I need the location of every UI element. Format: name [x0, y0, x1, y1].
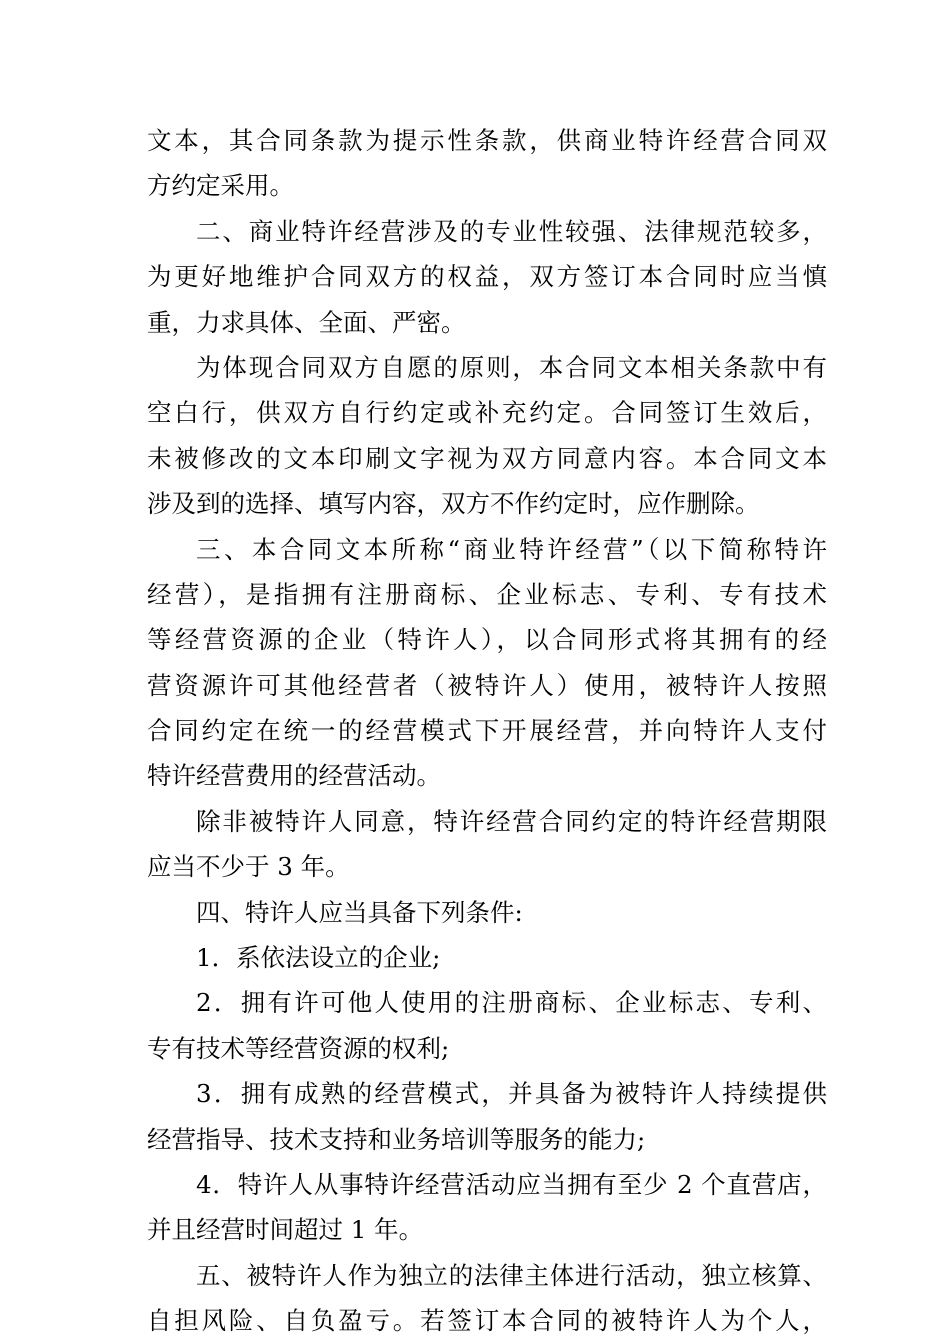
text-line: 4．特许人从事特许经营活动应当拥有至少 2 个直营店，: [196, 1169, 827, 1199]
text-line: 为体现合同双方自愿的原则，本合同文本相关条款中有: [196, 352, 827, 382]
text-line: 为更好地维护合同双方的权益，双方签订本合同时应当慎: [147, 262, 827, 292]
text-line: 除非被特许人同意，特许经营合同约定的特许经营期限: [196, 806, 827, 836]
text-line: 文本，其合同条款为提示性条款，供商业特许经营合同双: [147, 126, 827, 155]
text-line: 1．系依法设立的企业;: [196, 943, 441, 973]
text-line: 专有技术等经营资源的权利;: [147, 1033, 450, 1063]
text-line: 四、特许人应当具备下列条件:: [196, 897, 523, 927]
text-line: 方约定采用。: [147, 171, 294, 201]
text-line: 合同约定在统一的经营模式下开展经营，并向特许人支付: [147, 716, 827, 746]
text-line: 经营指导、技术支持和业务培训等服务的能力;: [147, 1124, 646, 1154]
text-line: 空白行，供双方自行约定或补充约定。合同签订生效后，: [147, 398, 827, 428]
text-line: 并且经营时间超过 1 年。: [147, 1215, 424, 1245]
text-line: 3．拥有成熟的经营模式，并具备为被特许人持续提供: [196, 1079, 827, 1109]
text-line: 二、商业特许经营涉及的专业性较强、法律规范较多，: [196, 216, 827, 246]
text-line: 自担风险、自负盈亏。若签订本合同的被特许人为个人，: [147, 1306, 827, 1336]
text-line: 经营），是指拥有注册商标、企业标志、专利、专有技术: [147, 579, 827, 609]
text-line: 等经营资源的企业（特许人），以合同形式将其拥有的经: [147, 625, 827, 655]
text-line: 涉及到的选择、填写内容，双方不作约定时，应作删除。: [147, 489, 760, 519]
text-line: 营资源许可其他经营者（被特许人）使用，被特许人按照: [147, 670, 827, 700]
text-line: 特许经营费用的经营活动。: [147, 761, 441, 791]
text-line: 重，力求具体、全面、严密。: [147, 307, 466, 337]
text-line: 2．拥有许可他人使用的注册商标、企业标志、专利、: [196, 988, 827, 1018]
document-body: [147, 118, 827, 1344]
text-line: 应当不少于 3 年。: [147, 852, 350, 882]
text-line: 三、本合同文本所称“商业特许经营”（以下简称特许: [196, 534, 827, 564]
text-line: 未被修改的文本印刷文字视为双方同意内容。本合同文本: [147, 443, 827, 473]
text-line: 五、被特许人作为独立的法律主体进行活动，独立核算、: [196, 1260, 827, 1290]
